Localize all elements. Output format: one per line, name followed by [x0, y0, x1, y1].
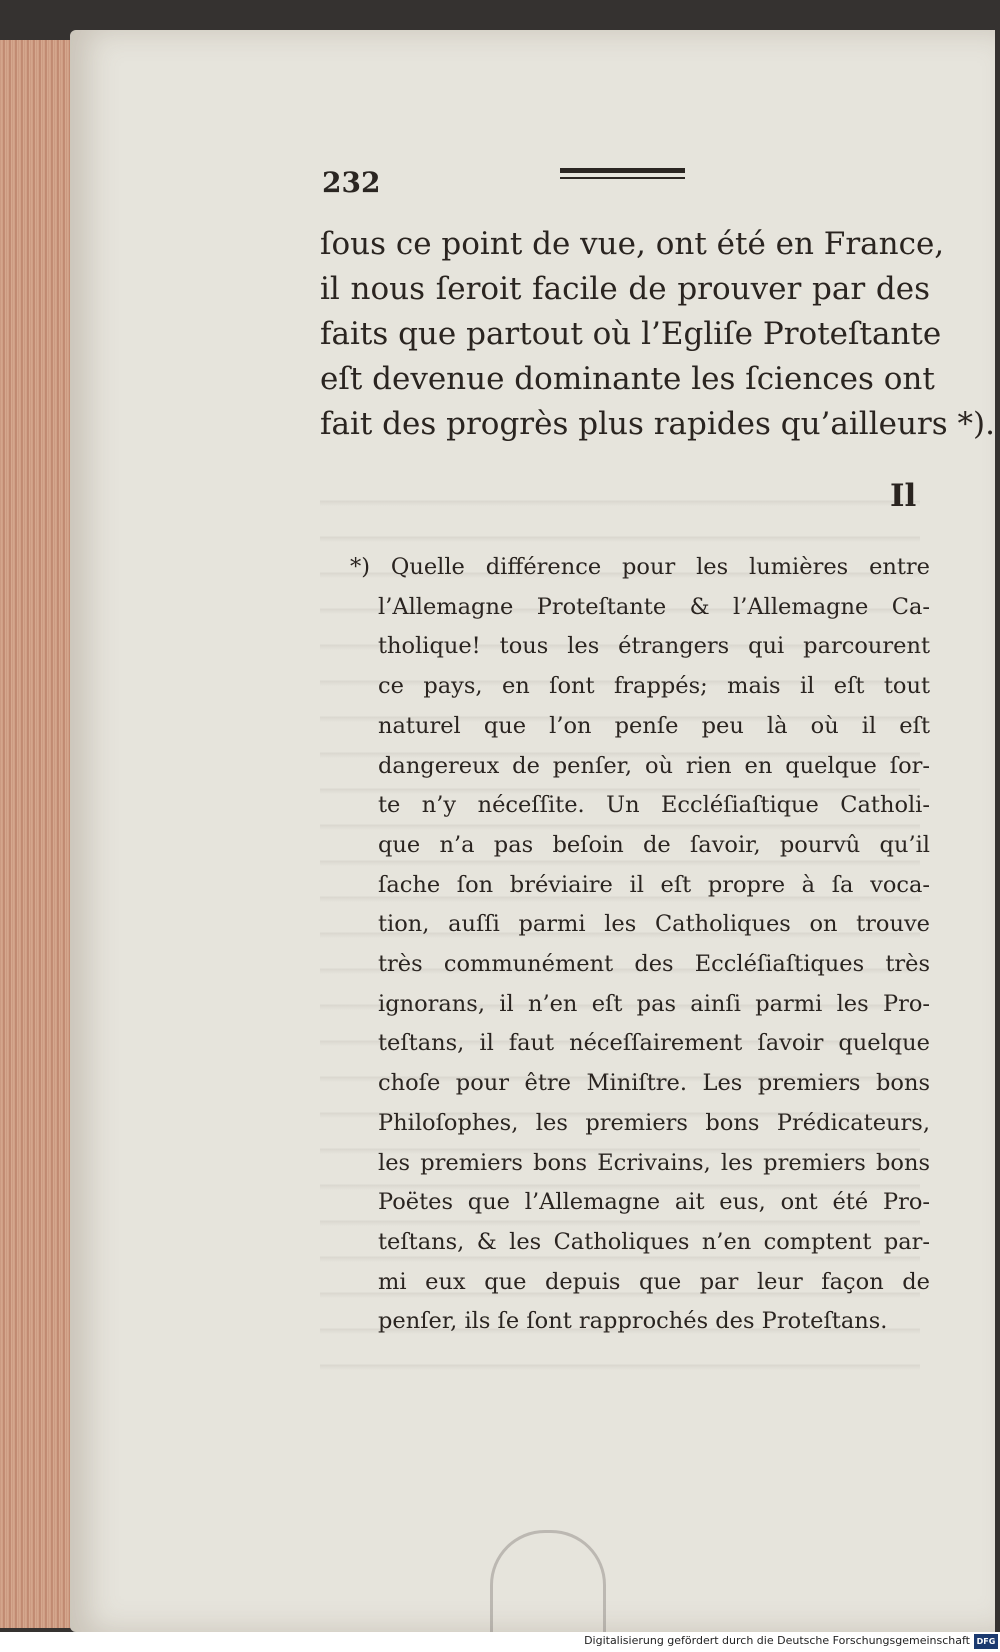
footnote-line: les premiers bons Ecrivains, les premiers bons: [378, 1149, 930, 1176]
footnote-line: ſache ſon bréviaire il eſt propre à ſa voca-: [378, 871, 930, 898]
dfg-logo-icon: DFG: [974, 1634, 998, 1649]
main-text-line: fait des progrès plus rapides qu’ailleurs *).: [320, 406, 995, 442]
digitization-footer: [0, 1632, 1000, 1652]
page-number: 232: [322, 166, 381, 199]
footer-credit: Digitalisierung gefördert durch die Deutsche Forschungsgemeinschaft: [584, 1634, 970, 1647]
footnote-line: dangereux de penſer, où rien en quelque ſor-: [378, 752, 930, 779]
footnote-line: tion, auſſi parmi les Catholiques on trouve: [378, 911, 930, 938]
footnote-line: choſe pour être Miniſtre. Les premiers bons: [378, 1070, 930, 1097]
footnote-line: très communément des Eccléſiaſtiques très: [378, 951, 930, 978]
footnote-line: tholique! tous les étrangers qui parcourent: [378, 633, 930, 660]
footnote-line: *) Quelle différence pour les lumières entre: [350, 554, 930, 580]
main-text-line: eſt devenue dominante les ſciences ont: [320, 361, 935, 397]
footnote-line: naturel que l’on penſe peu là où il eſt: [378, 712, 930, 739]
page-stain-mark: [490, 1530, 606, 1643]
main-text-line: faits que partout où l’Egliſe Proteſtante: [320, 316, 942, 352]
footnote-block: [350, 548, 930, 1342]
footnote-line: Poëtes que l’Allemagne ait eus, ont été Pro-: [378, 1189, 930, 1216]
footnote-line: teſtans, il faut néceſſairement ſavoir quelque: [378, 1030, 930, 1057]
footnote-line: teſtans, & les Catholiques n’en comptent par-: [378, 1228, 930, 1255]
footnote-line: ignorans, il n’en eſt pas ainſi parmi les Pro-: [378, 990, 930, 1017]
footnote-line: penſer, ils ſe ſont rapprochés des Proteſtans.: [378, 1308, 888, 1335]
footnote-line: te n’y néceſſite. Un Eccléſiaſtique Catholi-: [378, 792, 930, 819]
footnote-line: que n’a pas beſoin de ſavoir, pourvû qu’il: [378, 831, 930, 858]
footnote-line: ce pays, en ſont frappés; mais il eſt tout: [378, 673, 930, 700]
header-rule-ornament: [560, 168, 685, 182]
footnote-line: mi eux que depuis que par leur façon de: [378, 1268, 930, 1295]
main-text-line: il nous ſeroit facile de prouver par des: [320, 271, 930, 307]
footnote-line: Philoſophes, les premiers bons Prédicateurs,: [378, 1109, 930, 1136]
book-page-edges: [0, 40, 80, 1628]
catchword: Il: [890, 478, 917, 514]
footnote-line: l’Allemagne Proteſtante & l’Allemagne Ca-: [378, 593, 930, 620]
main-text-line: ſous ce point de vue, ont été en France,: [320, 226, 945, 262]
main-text-block: [320, 222, 995, 447]
